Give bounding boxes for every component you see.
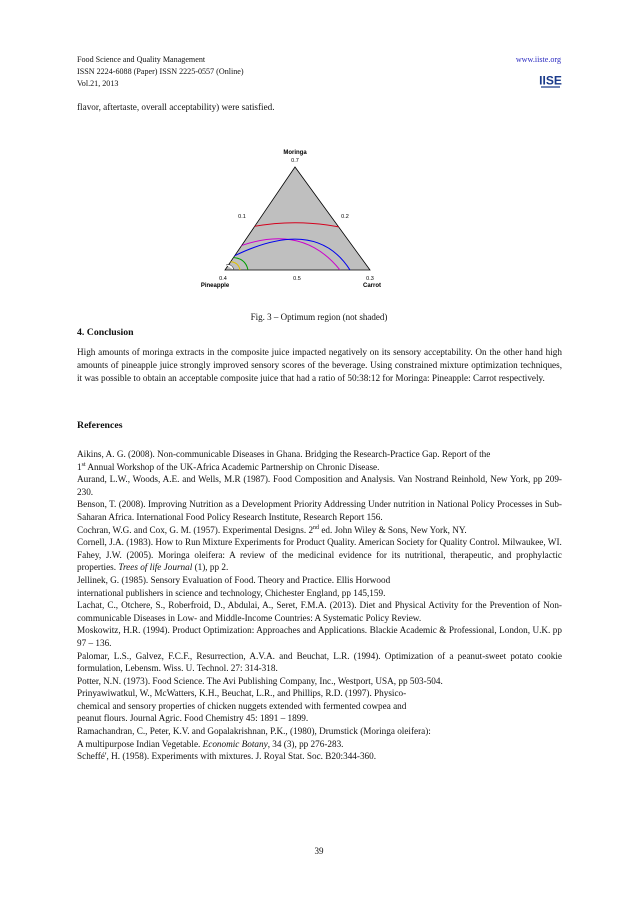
vertex-value-top: 0.7	[291, 158, 299, 164]
vertex-label-carrot: Carrot	[362, 283, 382, 289]
ternary-plot	[190, 140, 450, 295]
journal-url-link[interactable]: www.iiste.org	[515, 55, 561, 64]
reference-item: Ramachandran, C., Peter, K.V. and Gopalakrishnan, P.K., (1980), Drumstick (Moringa oleifera):	[77, 726, 431, 737]
reference-item: Jellinek, G. (1985). Sensory Evaluation of Food. Theory and Practice. Ellis Horwood	[77, 574, 391, 585]
edge-label-left: 0.1	[238, 214, 246, 220]
vertex-value-right: 0.3	[366, 276, 374, 282]
references-list	[77, 448, 562, 763]
bottom-label-mid: 0.5	[293, 276, 301, 282]
conclusion-text: High amounts of moringa extracts in the composite juice impacted negatively on its sensory acceptability. On the other hand high amounts of pineapple juice strongly improved sensory scores of the beverage. Using constrained mixture optimization techniques, it was possible to obtain an acceptable composite juice that had a ratio of 50:38:12 for Moringa: Pineapple: Carrot respectively.	[77, 347, 562, 384]
reference-item: A multipurpose Indian Vegetable. Economic Botany, 34 (3), pp 276-283.	[77, 738, 344, 749]
reference-item: chemical and sensory properties of chicken nuggets extended with fermented cowpea and	[77, 700, 407, 711]
reference-item: peanut flours. Journal Agric. Food Chemistry 45: 1891 – 1899.	[77, 713, 309, 724]
page-number: 39	[314, 846, 324, 856]
reference-item: international publishers in science and technology, Chichester England, pp 145,159.	[77, 587, 386, 598]
logo-text: IISE	[539, 73, 562, 88]
reference-item: Benson, T. (2008). Improving Nutrition as a Development Priority Addressing Under nutrition in National Policy Processes in Sub-Saharan Africa. International Food Policy Research Institute, Research Report 156.	[77, 499, 562, 522]
reference-item: Cochran, W.G. and Cox, G. M. (1957). Experimental Designs. 2nd ed. John Wiley & Sons, New York, NY.	[77, 524, 467, 535]
reference-item: Moskowitz, H.R. (1994). Product Optimization: Approaches and Applications. Blackie Academic & Professional, London, U.K. pp 97 – 136.	[77, 625, 562, 648]
reference-item: 1st Annual Workshop of the UK-Africa Academic Partnership on Chronic Disease.	[77, 461, 380, 472]
figure-caption: Fig. 3 – Optimum region (not shaded)	[250, 312, 388, 322]
vertex-label-moringa: Moringa	[283, 150, 307, 156]
edge-label-right: 0.2	[341, 214, 349, 220]
journal-name: Food Science and Quality Management	[77, 55, 206, 64]
reference-item: Aurand, L.W., Woods, A.E. and Wells, M.R (1987). Food Composition and Analysis. Van Nostrand Reinhold, New York, pp 209-230.	[77, 474, 562, 497]
reference-item: Palomar, L.S., Galvez, F.C.F., Resurrection, A.V.A. and Beuchat, L.R. (1994). Optimization of a peanut-sweet potato cookie formulation, Lebensm. Wiss. U. Technol. 27: 314-318.	[77, 650, 562, 674]
volume-line: Vol.21, 2013	[77, 79, 119, 88]
vertex-label-pineapple: Pineapple	[200, 283, 230, 289]
reference-item: Lachat, C., Otchere, S., Roberfroid, D., Abdulai, A., Seret, F.M.A. (2013). Diet and Physical Activity for the Prevention of Non-communicable Diseases in Low- and Middle-Income Countries: A Systematic Policy Review.	[77, 600, 562, 623]
reference-item: Cornell, J.A. (1983). How to Run Mixture Experiments for Product Quality. American Society for Quality Control. Milwaukee, WI.	[77, 537, 562, 548]
intro-sentence: flavor, aftertaste, overall acceptability) were satisfied.	[77, 102, 275, 112]
references-heading: References	[77, 420, 123, 431]
conclusion-heading: 4. Conclusion	[77, 327, 134, 338]
reference-item: Prinyawiwatkul, W., McWatters, K.H., Beuchat, L.R., and Phillips, R.D. (1997). Physico-	[77, 688, 407, 699]
reference-item: Scheffé', H. (1958). Experiments with mixtures. J. Royal Stat. Soc. B20:344-360.	[77, 751, 377, 762]
reference-item: Potter, N.N. (1973). Food Science. The Avi Publishing Company, Inc., Westport, USA, pp 503-504.	[77, 675, 443, 686]
reference-item: Fahey, J.W. (2005). Moringa oleifera: A review of the medicinal evidence for its nutritional, therapeutic, and prophylactic properties. Trees of life Journal (1), pp 2.	[77, 549, 562, 573]
iiste-logo-icon	[539, 71, 562, 88]
reference-item: Aikins, A. G. (2008). Non-communicable Diseases in Ghana. Bridging the Research-Practice Gap. Report of the	[77, 449, 491, 459]
issn-line: ISSN 2224-6088 (Paper) ISSN 2225-0557 (Online)	[77, 67, 244, 76]
vertex-value-left: 0.4	[219, 276, 227, 282]
